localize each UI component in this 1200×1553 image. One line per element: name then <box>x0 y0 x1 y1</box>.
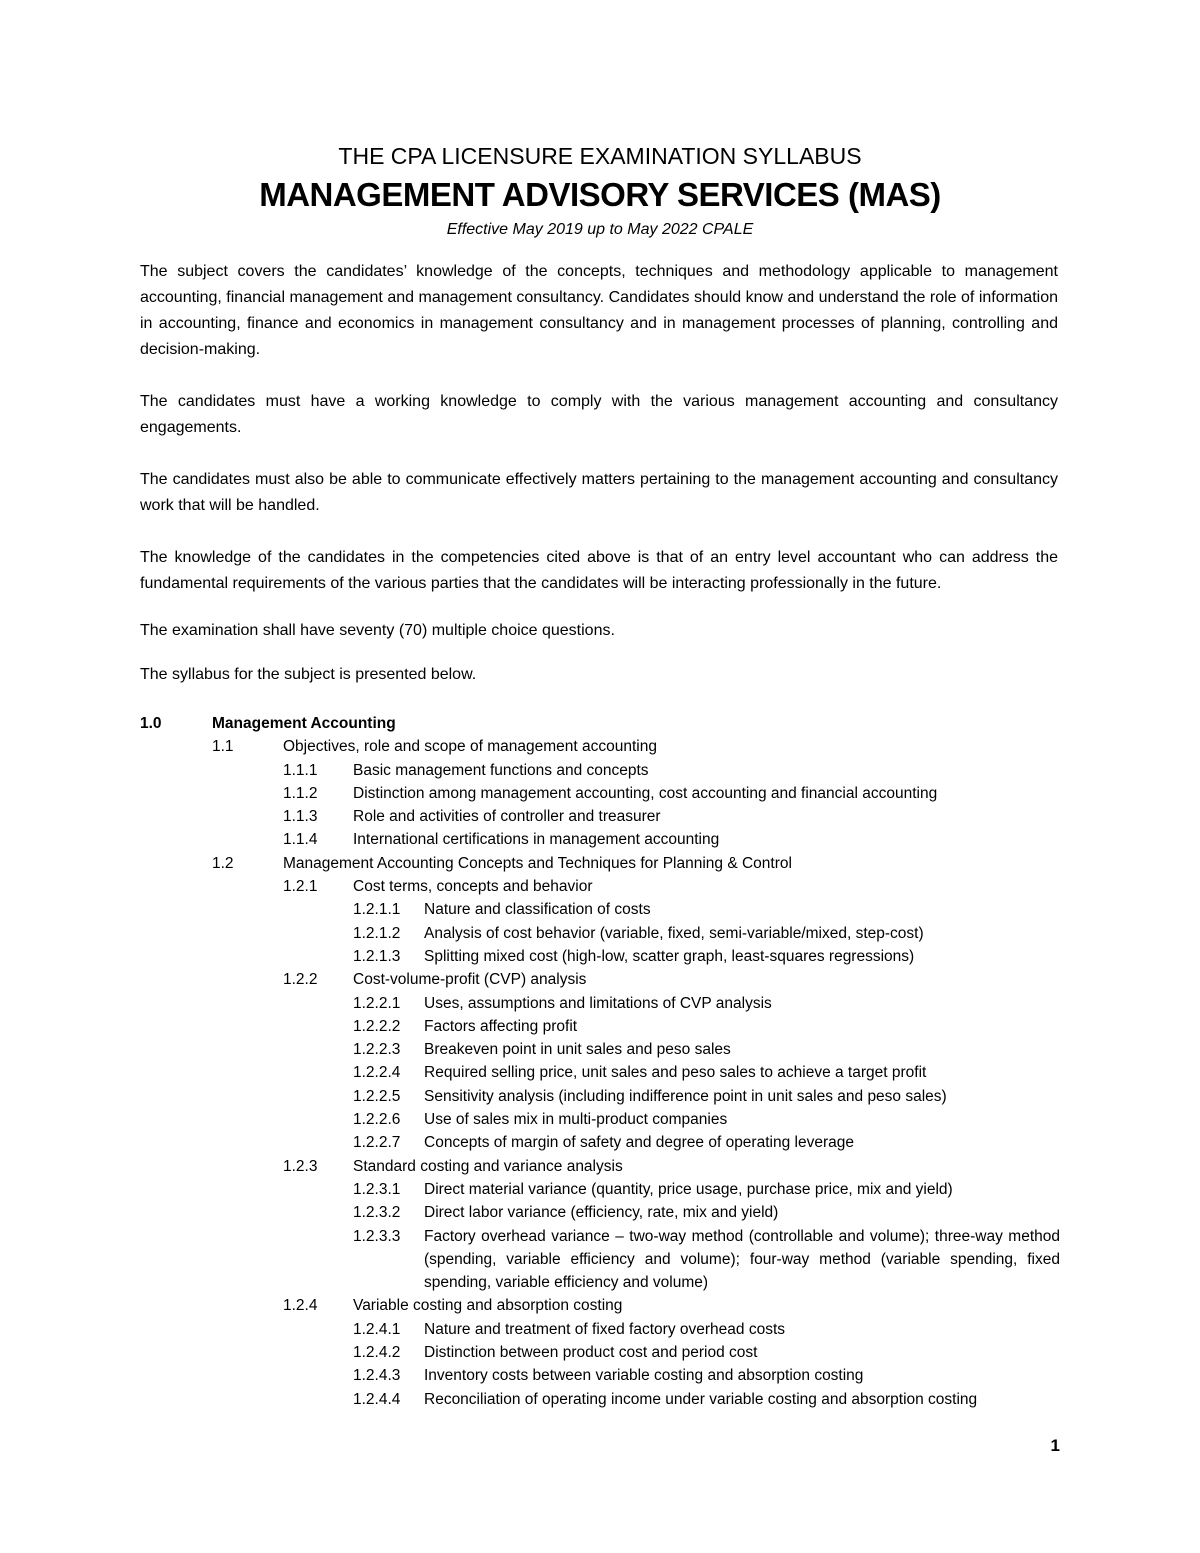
outline-number: 1.2.3.3 <box>353 1227 401 1245</box>
outline-text: Management Accounting <box>212 715 396 732</box>
outline-item <box>140 1108 1060 1131</box>
outline-text: Splitting mixed cost (high-low, scatter graph, least-squares regressions) <box>424 947 915 965</box>
outline-text: Nature and treatment of fixed factory overhead costs <box>424 1320 785 1338</box>
outline-item <box>140 1131 1060 1154</box>
outline-text: Objectives, role and scope of management accounting <box>283 738 657 756</box>
outline-number: 1.2.1 <box>283 878 318 896</box>
intro-paragraph-1: The subject covers the candidates’ knowledge of the concepts, techniques and methodology applicable to management accounting, financial management and management consultancy. Candidates should know and understand the role of information in accounting, finance and economics in management consultancy and in management processes of planning, controlling and decision-making. <box>140 263 1058 358</box>
intro-paragraph-4: The knowledge of the candidates in the competencies cited above is that of an entry level accountant who can address the fundamental requirements of the various parties that the candidates will be interacting professionally in the future. <box>140 549 1058 592</box>
outline-text: Reconciliation of operating income under variable costing and absorption costing <box>424 1390 978 1408</box>
outline-number: 1.2.4.4 <box>353 1390 401 1408</box>
outline-number: 1.2 <box>212 854 234 872</box>
intro-paragraph-2: The candidates must have a working knowledge to comply with the various management accounting and consultancy engagements. <box>140 393 1058 436</box>
outline-text: Distinction between product cost and period cost <box>424 1344 758 1362</box>
outline-number: 1.2.4.1 <box>353 1320 401 1338</box>
outline-text: International certifications in management accounting <box>353 831 720 849</box>
outline-text: Cost terms, concepts and behavior <box>353 878 593 896</box>
outline-number: 1.2.1.2 <box>353 924 401 942</box>
outline-number: 1.2.1.3 <box>353 947 401 965</box>
outline-item <box>140 1341 1060 1364</box>
outline-number: 1.2.3.2 <box>353 1204 401 1222</box>
outline-item <box>140 1085 1060 1108</box>
syllabus-outline <box>140 712 1060 1411</box>
outline-text: Required selling price, unit sales and peso sales to achieve a target profit <box>424 1064 927 1082</box>
outline-text: Uses, assumptions and limitations of CVP analysis <box>424 994 772 1012</box>
outline-item <box>140 735 1060 758</box>
outline-item <box>140 852 1060 875</box>
outline-item <box>140 1178 1060 1201</box>
outline-item <box>140 759 1060 782</box>
effectivity-note: Effective May 2019 up to May 2022 CPALE <box>446 221 754 238</box>
outline-item <box>140 805 1060 828</box>
outline-item <box>140 1294 1060 1317</box>
outline-text: Direct labor variance (efficiency, rate, mix and yield) <box>424 1204 779 1222</box>
subject-title: MANAGEMENT ADVISORY SERVICES (MAS) <box>259 176 941 213</box>
outline-item <box>140 1155 1060 1178</box>
outline-item <box>140 1364 1060 1387</box>
outline-item <box>140 712 1060 735</box>
outline-item <box>140 782 1060 805</box>
outline-item <box>140 968 1060 991</box>
outline-number: 1.1.1 <box>283 761 318 779</box>
outline-number: 1.1.2 <box>283 784 318 802</box>
outline-text: Cost-volume-profit (CVP) analysis <box>353 971 587 989</box>
outline-number: 1.2.3.1 <box>353 1180 401 1198</box>
outline-item <box>140 922 1060 945</box>
outline-text: Factory overhead variance – two-way method (controllable and volume); three-way method (spending, variable efficiency and volume); four-way method (variable spending, fixed spending, variable efficiency and volume) <box>424 1227 1060 1292</box>
outline-number: 1.2.4.3 <box>353 1367 401 1385</box>
outline-item <box>140 1038 1060 1061</box>
page-number: 1 <box>1050 1436 1060 1455</box>
outline-item <box>140 875 1060 898</box>
outline-number: 1.2.4 <box>283 1297 318 1315</box>
outline-text: Factors affecting profit <box>424 1017 578 1035</box>
outline-number: 1.2.2.6 <box>353 1111 401 1129</box>
outline-item <box>140 1201 1060 1224</box>
outline-number: 1.1.4 <box>283 831 318 849</box>
outline-text: Sensitivity analysis (including indifference point in unit sales and peso sales) <box>424 1087 947 1105</box>
outline-item <box>140 1015 1060 1038</box>
intro-paragraph-6: The syllabus for the subject is presented below. <box>140 666 477 683</box>
outline-text: Role and activities of controller and treasurer <box>353 808 661 826</box>
syllabus-title: THE CPA LICENSURE EXAMINATION SYLLABUS <box>338 143 862 169</box>
outline-item <box>140 992 1060 1015</box>
outline-text: Direct material variance (quantity, price usage, purchase price, mix and yield) <box>424 1180 953 1198</box>
outline-text: Concepts of margin of safety and degree of operating leverage <box>424 1134 854 1152</box>
outline-number: 1.2.1.1 <box>353 901 401 919</box>
outline-item <box>140 1388 1060 1411</box>
outline-number: 1.2.2.2 <box>353 1017 401 1035</box>
outline-number: 1.2.2 <box>283 971 318 989</box>
outline-number: 1.2.2.7 <box>353 1134 401 1152</box>
outline-text: Variable costing and absorption costing <box>353 1297 623 1315</box>
outline-text: Nature and classification of costs <box>424 901 651 919</box>
outline-text: Standard costing and variance analysis <box>353 1157 623 1175</box>
outline-number: 1.2.2.5 <box>353 1087 401 1105</box>
outline-number: 1.2.4.2 <box>353 1344 401 1362</box>
outline-text: Analysis of cost behavior (variable, fixed, semi-variable/mixed, step-cost) <box>424 924 924 942</box>
outline-number: 1.0 <box>140 715 162 732</box>
outline-text: Inventory costs between variable costing and absorption costing <box>424 1367 864 1385</box>
outline-number: 1.2.2.4 <box>353 1064 401 1082</box>
outline-text: Use of sales mix in multi-product companies <box>424 1111 728 1129</box>
intro-paragraph-5: The examination shall have seventy (70) multiple choice questions. <box>140 622 615 639</box>
outline-number: 1.2.2.3 <box>353 1041 401 1059</box>
outline-number: 1.1.3 <box>283 808 318 826</box>
outline-number: 1.1 <box>212 738 234 756</box>
intro-paragraph-3: The candidates must also be able to communicate effectively matters pertaining to the management accounting and consultancy work that will be handled. <box>140 471 1058 514</box>
outline-number: 1.2.2.1 <box>353 994 401 1012</box>
outline-item <box>140 1061 1060 1084</box>
outline-item <box>140 1318 1060 1341</box>
outline-item <box>140 898 1060 921</box>
outline-text: Basic management functions and concepts <box>353 761 649 779</box>
outline-text: Breakeven point in unit sales and peso sales <box>424 1041 731 1059</box>
outline-number: 1.2.3 <box>283 1157 318 1175</box>
outline-item <box>140 828 1060 851</box>
outline-text: Management Accounting Concepts and Techniques for Planning & Control <box>283 854 792 872</box>
outline-item <box>140 945 1060 968</box>
outline-item <box>140 1225 1060 1295</box>
outline-text: Distinction among management accounting, cost accounting and financial accounting <box>353 784 938 802</box>
